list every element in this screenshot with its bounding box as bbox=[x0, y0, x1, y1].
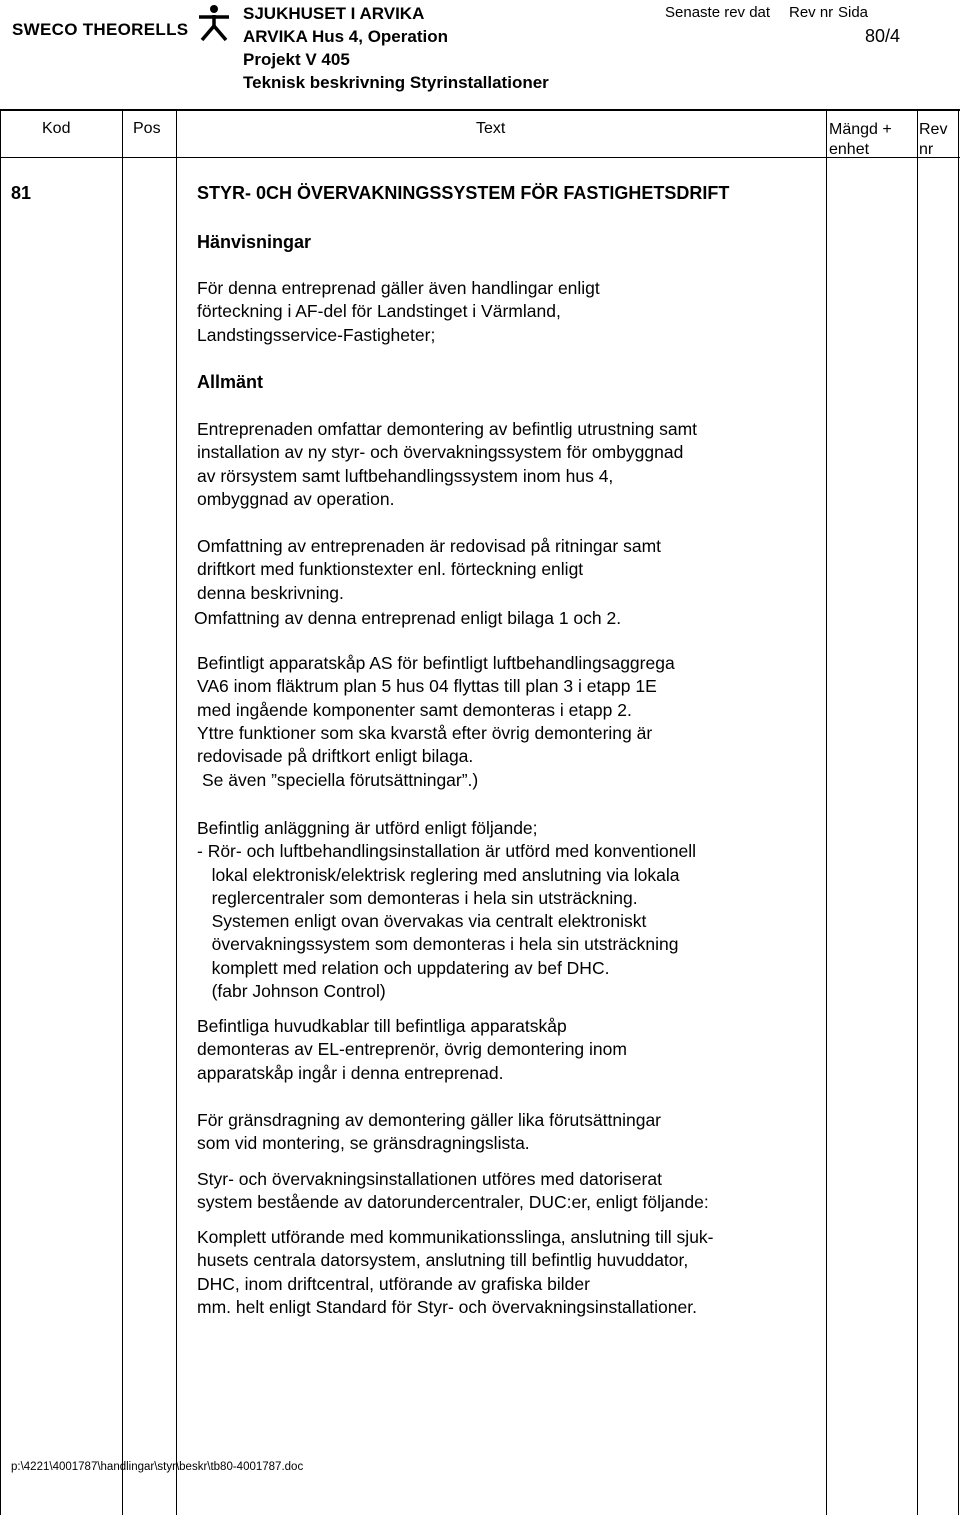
header-project: Projekt V 405 bbox=[243, 50, 350, 69]
header-hospital: SJUKHUSET I ARVIKA bbox=[243, 4, 425, 23]
table-border-right bbox=[958, 109, 959, 1515]
paragraph-existing-plant: Befintlig anläggning är utförd enligt följande; - Rör- och luftbehandlingsinstallation är utförd med konventionell lokal elektronisk/elektrisk reglering med anslutning via lokala reglercentraler som demonteras i hela sin utsträckning. Systemen enligt ovan övervakas via centralt elektroniskt övervakningssystem som demonteras i hela sin utsträckning komplett med relation och uppdatering av bef DHC. (fabr Johnson Control) bbox=[197, 818, 697, 1002]
table-border-left bbox=[0, 109, 1, 1515]
column-header-rev-line1: Rev bbox=[919, 121, 948, 138]
paragraph-cabinet-note: Se även ”speciella förutsättningar”.) bbox=[202, 770, 479, 790]
section-code: 81 bbox=[11, 183, 32, 203]
paragraph-scope-drawings: Omfattning av entreprenaden är redovisad på ritningar samt driftkort med funktionstexter enl. förteckning enligt denna beskrivning. bbox=[197, 536, 662, 603]
column-header-mangd-line1: Mängd + bbox=[829, 121, 892, 138]
subheading-general: Allmänt bbox=[197, 372, 264, 392]
column-divider-mangd bbox=[917, 109, 918, 1515]
column-divider-kod bbox=[122, 109, 123, 1515]
paragraph-scope-appendix: Omfattning av denna entreprenad enligt bilaga 1 och 2. bbox=[194, 608, 622, 628]
column-header-mangd bbox=[829, 120, 892, 160]
column-divider-text bbox=[826, 109, 827, 1515]
footer-file-path: p:\4221\4001787\handlingar\styr\beskr\tb80-4001787.doc bbox=[11, 1461, 304, 1473]
company-logo-text: SWECO THEORELLS bbox=[12, 20, 189, 39]
section-title: STYR- 0CH ÖVERVAKNINGSSYSTEM FÖR FASTIGHETSDRIFT bbox=[197, 183, 730, 203]
header-building: ARVIKA Hus 4, Operation bbox=[243, 27, 448, 46]
subheading-references: Hänvisningar bbox=[197, 232, 312, 252]
paragraph-execution: Komplett utförande med kommunikationsslinga, anslutning till sjuk- husets centrala datorsystem, anslutning till befintlig huvuddator, DHC, inom driftcentral, utförande av grafiska bilder mm. helt enligt Standard för Styr- och övervakningsinstallationer. bbox=[197, 1227, 714, 1317]
page-label: Sida bbox=[838, 4, 869, 21]
paragraph-boundary: För gränsdragning av demontering gäller lika förutsättningar som vid montering, se gränsdragningslista. bbox=[197, 1110, 662, 1154]
column-header-text: Text bbox=[476, 120, 506, 137]
column-divider-pos bbox=[176, 109, 177, 1515]
column-header-mangd-line2: enhet bbox=[829, 141, 870, 158]
paragraph-cables: Befintliga huvudkablar till befintliga apparatskåp demonteras av EL-entreprenör, övrig demontering inom apparatskåp ingår i denna entreprenad. bbox=[197, 1016, 627, 1083]
header-document-title: Teknisk beskrivning Styrinstallationer bbox=[243, 73, 549, 92]
paragraph-scope: Entreprenaden omfattar demontering av befintlig utrustning samt installation av ny styr- och övervakningssystem för ombyggnad av rörsystem samt luftbehandlingssystem inom hus 4, ombyggnad av operation. bbox=[197, 419, 698, 509]
column-header-rev bbox=[919, 120, 947, 160]
revision-date-label: Senaste rev dat bbox=[665, 4, 771, 21]
paragraph-references: För denna entreprenad gäller även handlingar enligt förteckning i AF-del för Landstinget i Värmland, Landstingsservice-Fastigheter; bbox=[197, 278, 600, 345]
sweco-logo-icon bbox=[197, 4, 231, 42]
page-number: 80/4 bbox=[865, 26, 901, 46]
revision-number-label: Rev nr bbox=[789, 4, 834, 21]
column-header-rule bbox=[0, 157, 960, 158]
column-header-rev-line2: nr bbox=[919, 141, 934, 158]
column-header-kod: Kod bbox=[42, 120, 71, 137]
column-header-pos: Pos bbox=[133, 120, 161, 137]
paragraph-system: Styr- och övervakningsinstallationen utföres med datoriserat system bestående av datorundercentraler, DUC:er, enligt följande: bbox=[197, 1169, 709, 1213]
header-rule bbox=[0, 109, 960, 111]
paragraph-cabinet: Befintligt apparatskåp AS för befintligt luftbehandlingsaggrega VA6 inom fläktrum plan 5 hus 04 flyttas till plan 3 i etapp 1E med ingående komponenter samt demonteras i etapp 2. Yttre funktioner som ska kvarstå efter övrig demontering är redovisade på driftkort enligt bilaga. bbox=[197, 653, 675, 767]
